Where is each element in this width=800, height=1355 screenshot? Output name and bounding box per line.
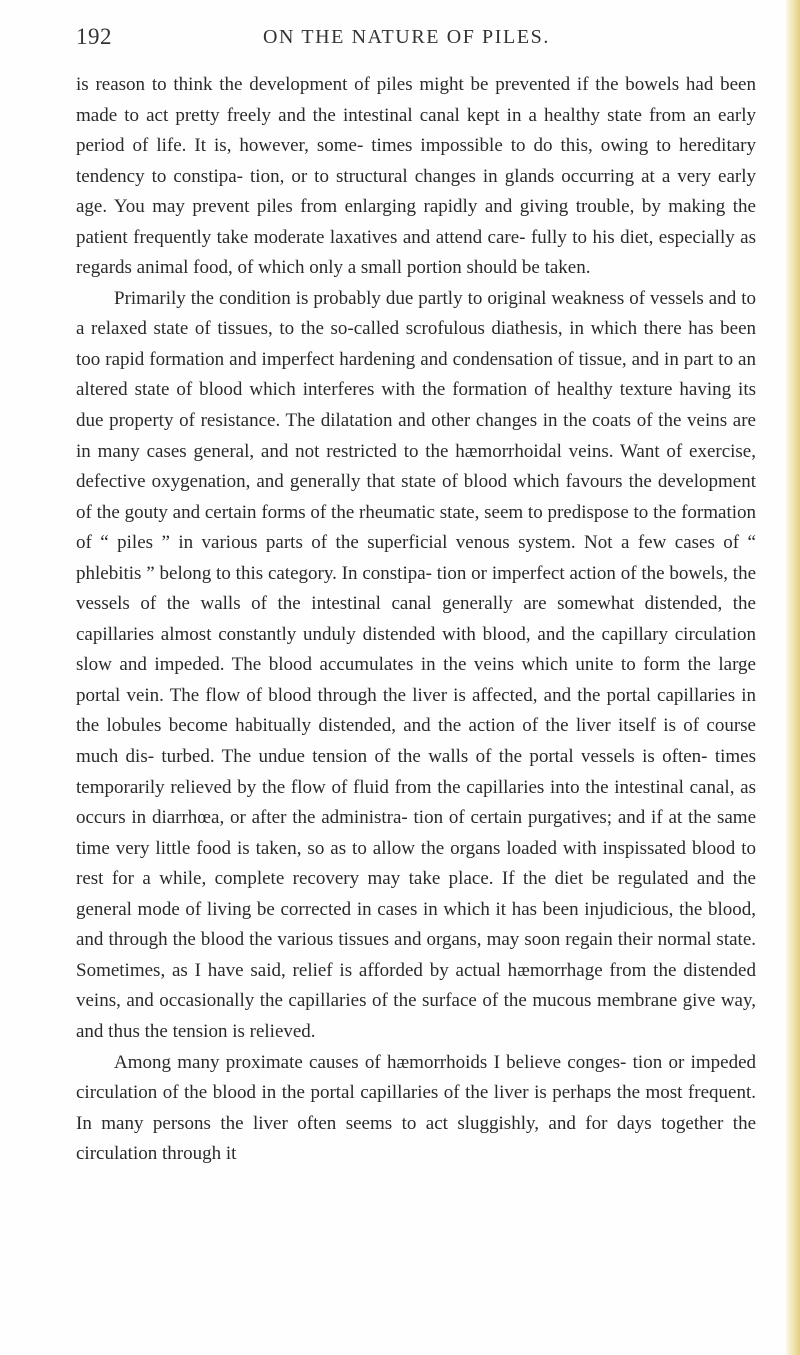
paragraph-among: Among many proximate causes of hæmorrhoids I believe conges- tion or impeded circulation of the blood in the portal capillaries of the liver is perhaps the most frequent. In many persons the liver often seems to act sluggishly, and for days together the circulation through it — [76, 1051, 756, 1165]
running-title: ON THE NATURE OF PILES. — [263, 26, 550, 48]
page-edge — [788, 0, 800, 1355]
page-number: 192 — [76, 24, 112, 49]
paragraph-continuation: is reason to think the development of piles might be prevented if the bowels had been made to act pretty freely and the intestinal canal kept in a healthy state from an early period of life. It is, however, some- times impossible to do this, owing to hereditary tendency to constipa- tion, or to structural changes in glands occurring at a very early age. You may prevent piles from enlarging rapidly and giving trouble, by making the patient frequently take moderate laxatives and attend care- fully to his diet, especially as regards animal food, of which only a small portion should be taken. — [76, 74, 756, 279]
paragraph-primarily: Primarily the condition is probably due partly to original weakness of vessels and to a relaxed state of tissues, to the so-called scrofulous diathesis, in which there has been too rapid formation and imperfect hardening and condensation of tissue, and in part to an altered state of blood which interferes with the formation of healthy texture having its due property of resistance. The dilatation and other changes in the coats of the veins are in many cases general, and not restricted to the hæmorrhoidal veins. Want of exercise, defective oxygenation, and generally that state of blood which favours the development of the gouty and certain forms of the rheumatic state, seem to predispose to the formation of “ piles ” in various parts of the superficial venous system. Not a few cases of “ phlebitis ” belong to this category. In constipa- tion or imperfect action of the bowels, the vessels of the walls of the intestinal canal generally are somewhat distended, the capillaries almost constantly unduly distended with blood, and the capillary circulation slow and impeded. The blood accumulates in the veins which unite to form the large portal vein. The flow of blood through the liver is affected, and the portal capillaries in the lobules become habitually distended, and the action of the liver itself is of course much dis- turbed. The undue tension of the walls of the portal vessels is often- times temporarily relieved by the flow of fluid from the capillaries into the intestinal canal, as occurs in diarrhœa, or after the administra- tion of certain purgatives; and if at the same time very little food is taken, so as to allow the organs loaded with inspissated blood to rest for a while, complete recovery may take place. If the diet be regulated and the general mode of living be corrected in cases in which it has been injudicious, the blood, and through the blood the various tissues and organs, may soon regain their normal state. Sometimes, as I have said, relief is afforded by actual hæmorrhage from the distended veins, and occasionally the capillaries of the surface of the mucous membrane give way, and thus the tension is relieved. — [76, 287, 756, 1042]
body-text — [76, 70, 756, 1170]
running-head — [76, 24, 756, 60]
